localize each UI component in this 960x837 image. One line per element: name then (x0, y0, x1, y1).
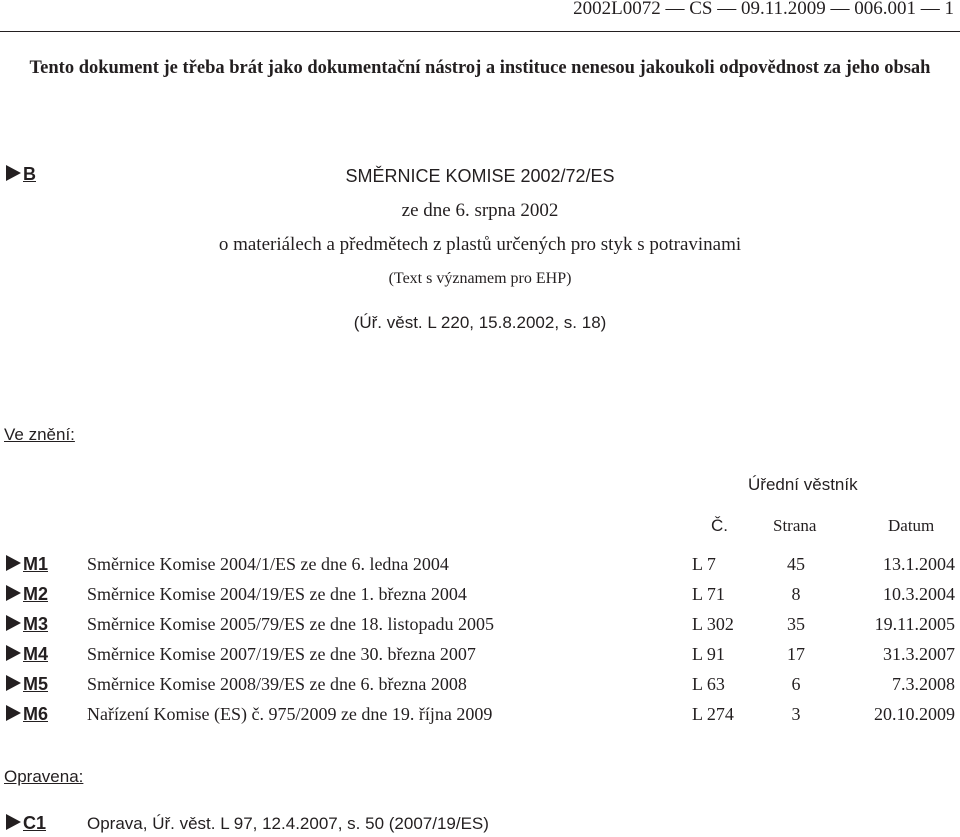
amendment-page: 45 (787, 554, 805, 574)
amendment-page: 8 (791, 584, 801, 604)
amendment-date: 19.11.2005 (874, 614, 955, 634)
amendment-date: 13.1.2004 (883, 554, 955, 574)
directive-subject: o materiálech a předmětech z plastů určených pro styk s potravinami (218, 234, 742, 255)
amendment-page: 17 (787, 644, 805, 664)
oj-column-header: Úřední věstník (748, 475, 858, 494)
amendment-date: 20.10.2009 (874, 704, 955, 724)
amendment-date: 10.3.2004 (883, 584, 955, 604)
correction-marker[interactable]: C1 (6, 813, 46, 834)
amendment-oj-number: L 71 (692, 584, 725, 604)
triangle-arrow-icon (6, 585, 21, 601)
correction-text: Oprava, Úř. věst. L 97, 12.4.2007, s. 50 (2007/19/ES) (87, 814, 489, 833)
amendment-marker[interactable]: M2 (6, 584, 48, 605)
amendment-text: Nařízení Komise (ES) č. 975/2009 ze dne 19. října 2009 (87, 704, 493, 724)
amendment-marker[interactable]: M1 (6, 554, 48, 575)
amendment-marker[interactable]: M3 (6, 614, 48, 635)
triangle-arrow-icon (6, 555, 21, 571)
amendment-text: Směrnice Komise 2008/39/ES ze dne 6. března 2008 (87, 674, 467, 694)
base-marker-label[interactable]: B (23, 164, 36, 184)
amendment-page: 6 (791, 674, 801, 694)
amendments-heading: Ve znění: (4, 425, 75, 444)
amendment-oj-number: L 91 (692, 644, 725, 664)
triangle-arrow-icon (6, 705, 21, 721)
amendment-text: Směrnice Komise 2005/79/ES ze dne 18. listopadu 2005 (87, 614, 494, 634)
column-page: Strana (773, 516, 817, 535)
triangle-arrow-icon (6, 814, 21, 830)
amendment-text: Směrnice Komise 2004/19/ES ze dne 1. března 2004 (87, 584, 467, 604)
eea-note: (Text s významem pro EHP) (388, 270, 572, 287)
triangle-arrow-icon (6, 675, 21, 691)
amendment-marker[interactable]: M5 (6, 674, 48, 695)
amendment-marker[interactable]: M6 (6, 704, 48, 725)
amendment-oj-number: L 302 (692, 614, 734, 634)
amendment-oj-number: L 274 (692, 704, 734, 724)
column-date: Datum (888, 516, 935, 535)
directive-date: ze dne 6. srpna 2002 (401, 200, 559, 221)
column-number: Č. (711, 516, 728, 535)
amendment-oj-number: L 63 (692, 674, 725, 694)
document-header: 2002L0072 — CS — 09.11.2009 — 006.001 — 1 (573, 0, 954, 19)
triangle-arrow-icon (6, 615, 21, 631)
header-rule (0, 31, 960, 32)
amendment-marker[interactable]: M4 (6, 644, 48, 665)
oj-reference: (Úř. věst. L 220, 15.8.2002, s. 18) (353, 313, 607, 332)
disclaimer: Tento dokument je třeba brát jako dokumentační nástroj a instituce nenesou jakoukoli odpovědnost za jeho obsah (29, 58, 931, 78)
corrections-heading: Opravena: (4, 767, 84, 786)
amendment-page: 3 (791, 704, 801, 724)
directive-title: SMĚRNICE KOMISE 2002/72/ES (345, 166, 615, 186)
amendment-page: 35 (787, 614, 805, 634)
triangle-arrow-icon (6, 645, 21, 661)
amendment-text: Směrnice Komise 2004/1/ES ze dne 6. ledna 2004 (87, 554, 449, 574)
amendment-date: 7.3.2008 (892, 674, 955, 694)
amendment-text: Směrnice Komise 2007/19/ES ze dne 30. března 2007 (87, 644, 476, 664)
amendment-oj-number: L 7 (692, 554, 716, 574)
amendment-date: 31.3.2007 (883, 644, 955, 664)
